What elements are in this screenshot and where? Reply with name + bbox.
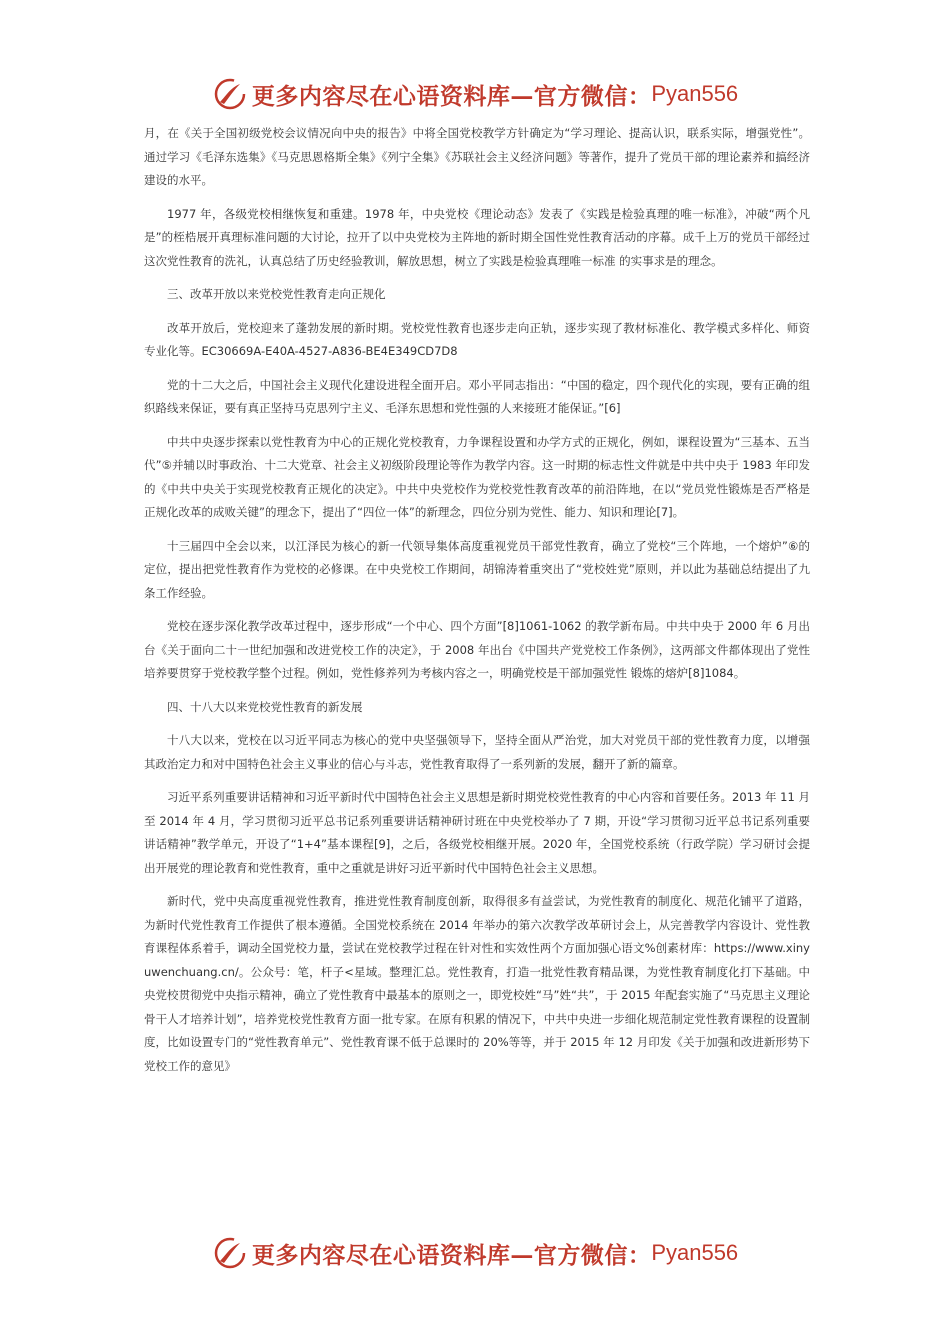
brush-logo-icon: [212, 76, 248, 112]
watermark-text: 更多内容尽在心语资料库—官方微信：: [251, 82, 652, 110]
watermark-id: Pyan556: [651, 81, 739, 106]
paragraph: 改革开放后，党校迎来了蓬勃发展的新时期。党校党性教育也逐步走向正轨，逐步实现了教材标准化、教学模式多样化、师资专业化等。EC30669A-E40A-4527-A836-BE4E349CD7D8: [144, 320, 810, 358]
paragraph: 十三届四中全会以来，以江泽民为核心的新一代领导集体高度重视党员干部党性教育，确立了党校“三个阵地，一个熔炉”⑥的定位，提出把党性教育作为党校的必修课。在中央党校工作期间，胡锦涛着重突出了“党校姓党”原则，并以此为基础总结提出了九条工作经验。: [144, 538, 810, 600]
paragraph: 月，在《关于全国初级党校会议情况向中央的报告》中将全国党校教学方针确定为“学习理论、提高认识，联系实际，增强党性”。通过学习《毛泽东选集》《马克思恩格斯全集》《列宁全集》《苏联社会主义经济问题》等著作，提升了党员干部的理论素养和搞经济建设的水平。: [144, 126, 810, 187]
paragraph: 1977 年，各级党校相继恢复和重建。1978 年，中央党校《理论动态》发表了《实践是检验真理的唯一标准》，冲破“两个凡是”的桎梏展开真理标准问题的大讨论，拉开了以中央党校为主阵地的新时期全国性党性教育活动的序幕。成千上万的党员干部经过这次党性教育的洗礼，认真总结了历史经验教训，解放思想，树立了实践是检验真理唯一标准 的实事求是的理念。: [144, 206, 810, 268]
document-body: [144, 122, 810, 1088]
watermark-banner-bottom: [0, 1233, 950, 1273]
brush-logo-icon: [212, 1235, 248, 1271]
paragraph: 习近平系列重要讲话精神和习近平新时代中国特色社会主义思想是新时期党校党性教育的中心内容和首要任务。2013 年 11 月至 2014 年 4 月，学习贯彻习近平总书记系列重要讲话精神研讨班在中央党校举办了 7 期，开设“学习贯彻习近平总书记系列重要讲话精神”教学单元，开设了“1+4”基本课程[9]，之后，各级党校相继开展。2020 年，全国党校系统（行政学院）学习研讨会提出开展党的理论教育和党性教育，重中之重就是讲好习近平新时代中国特色社会主义思想。: [144, 790, 810, 875]
watermark-banner-top: [0, 74, 950, 114]
watermark-text: 更多内容尽在心语资料库—官方微信：: [251, 1241, 652, 1269]
section-heading: 四、十八大以来党校党性教育的新发展: [167, 699, 363, 714]
paragraph: 党校在逐步深化教学改革过程中，逐步形成“一个中心、四个方面”[8]1061-1062 的教学新布局。中共中央于 2000 年 6 月出台《关于面向二十一世纪加强和改进党校工作的决定》，于 2008 年出台《中国共产党党校工作条例》，这两部文件都体现出了党性培养要贯穿于党校教学整个过程。例如，党性修养列为考核内容之一，明确党校是干部加强党性 锻炼的熔炉[8]1084。: [144, 619, 810, 680]
paragraph: 十八大以来，党校在以习近平同志为核心的党中央坚强领导下，坚持全面从严治党，加大对党员干部的党性教育力度，以增强其政治定力和对中国特色社会主义事业的信心与斗志，党性教育取得了一系列新的发展，翻开了新的篇章。: [144, 733, 810, 771]
paragraph: 中共中央逐步探索以党性教育为中心的正规化党校教育，力争课程设置和办学方式的正规化，例如，课程设置为“三基本、五当代”⑤并辅以时事政治、十二大党章、社会主义初级阶段理论等作为教学内容。这一时期的标志性文件就是中共中央于 1983 年印发的《中共中央关于实现党校教育正规化的决定》。中共中央党校作为党校党性教育改革的前沿阵地，在以“党员党性锻炼是否严格是正规化改革的成败关键”的理念下，提出了“四位一体”的新理念，四位分别为党性、能力、知识和理论[7]。: [144, 434, 810, 519]
paragraph: 新时代，党中央高度重视党性教育，推进党性教育制度创新，取得很多有益尝试，为党性教育的制度化、规范化铺平了道路，为新时代党性教育工作提供了根本遵循。全国党校系统在 2014 年举办的第六次教学改革研讨会上，从完善教学内容设计、党性教育课程体系着手，调动全国党校力量，尝试在党校教学过程在针对性和实效性两个方面加强心语文%创素材库：https://www.xinyuwenchuang.cn/。公众号：笔，杆子<星域。整理汇总。党性教育，打造一批党性教育精品课，为党性教育制度化打下基础。中央党校贯彻党中央指示精神，确立了党性教育中最基本的原则之一，即党校姓“马”姓“共”，于 2015 年配套实施了“马克思主义理论骨干人才培养计划”，培养党校党性教育方面一批专家。在原有积累的情况下，中共中央进一步细化规范制定党性教育课程的设置制度，比如设置专门的“党性教育单元”、党性教育课不低于总课时的 20%等等，并于 2015 年 12 月印发《关于加强和改进新形势下党校工作的意见》: [144, 894, 810, 1073]
section-heading: 三、改革开放以来党校党性教育走向正规化: [167, 287, 386, 301]
paragraph: 党的十二大之后，中国社会主义现代化建设进程全面开启。邓小平同志指出：“中国的稳定，四个现代化的实现，要有正确的组织路线来保证，要有真正坚持马克思列宁主义、毛泽东思想和党性强的人来接班才能保证。”[6]: [144, 377, 810, 415]
watermark-id: Pyan556: [651, 1240, 739, 1265]
